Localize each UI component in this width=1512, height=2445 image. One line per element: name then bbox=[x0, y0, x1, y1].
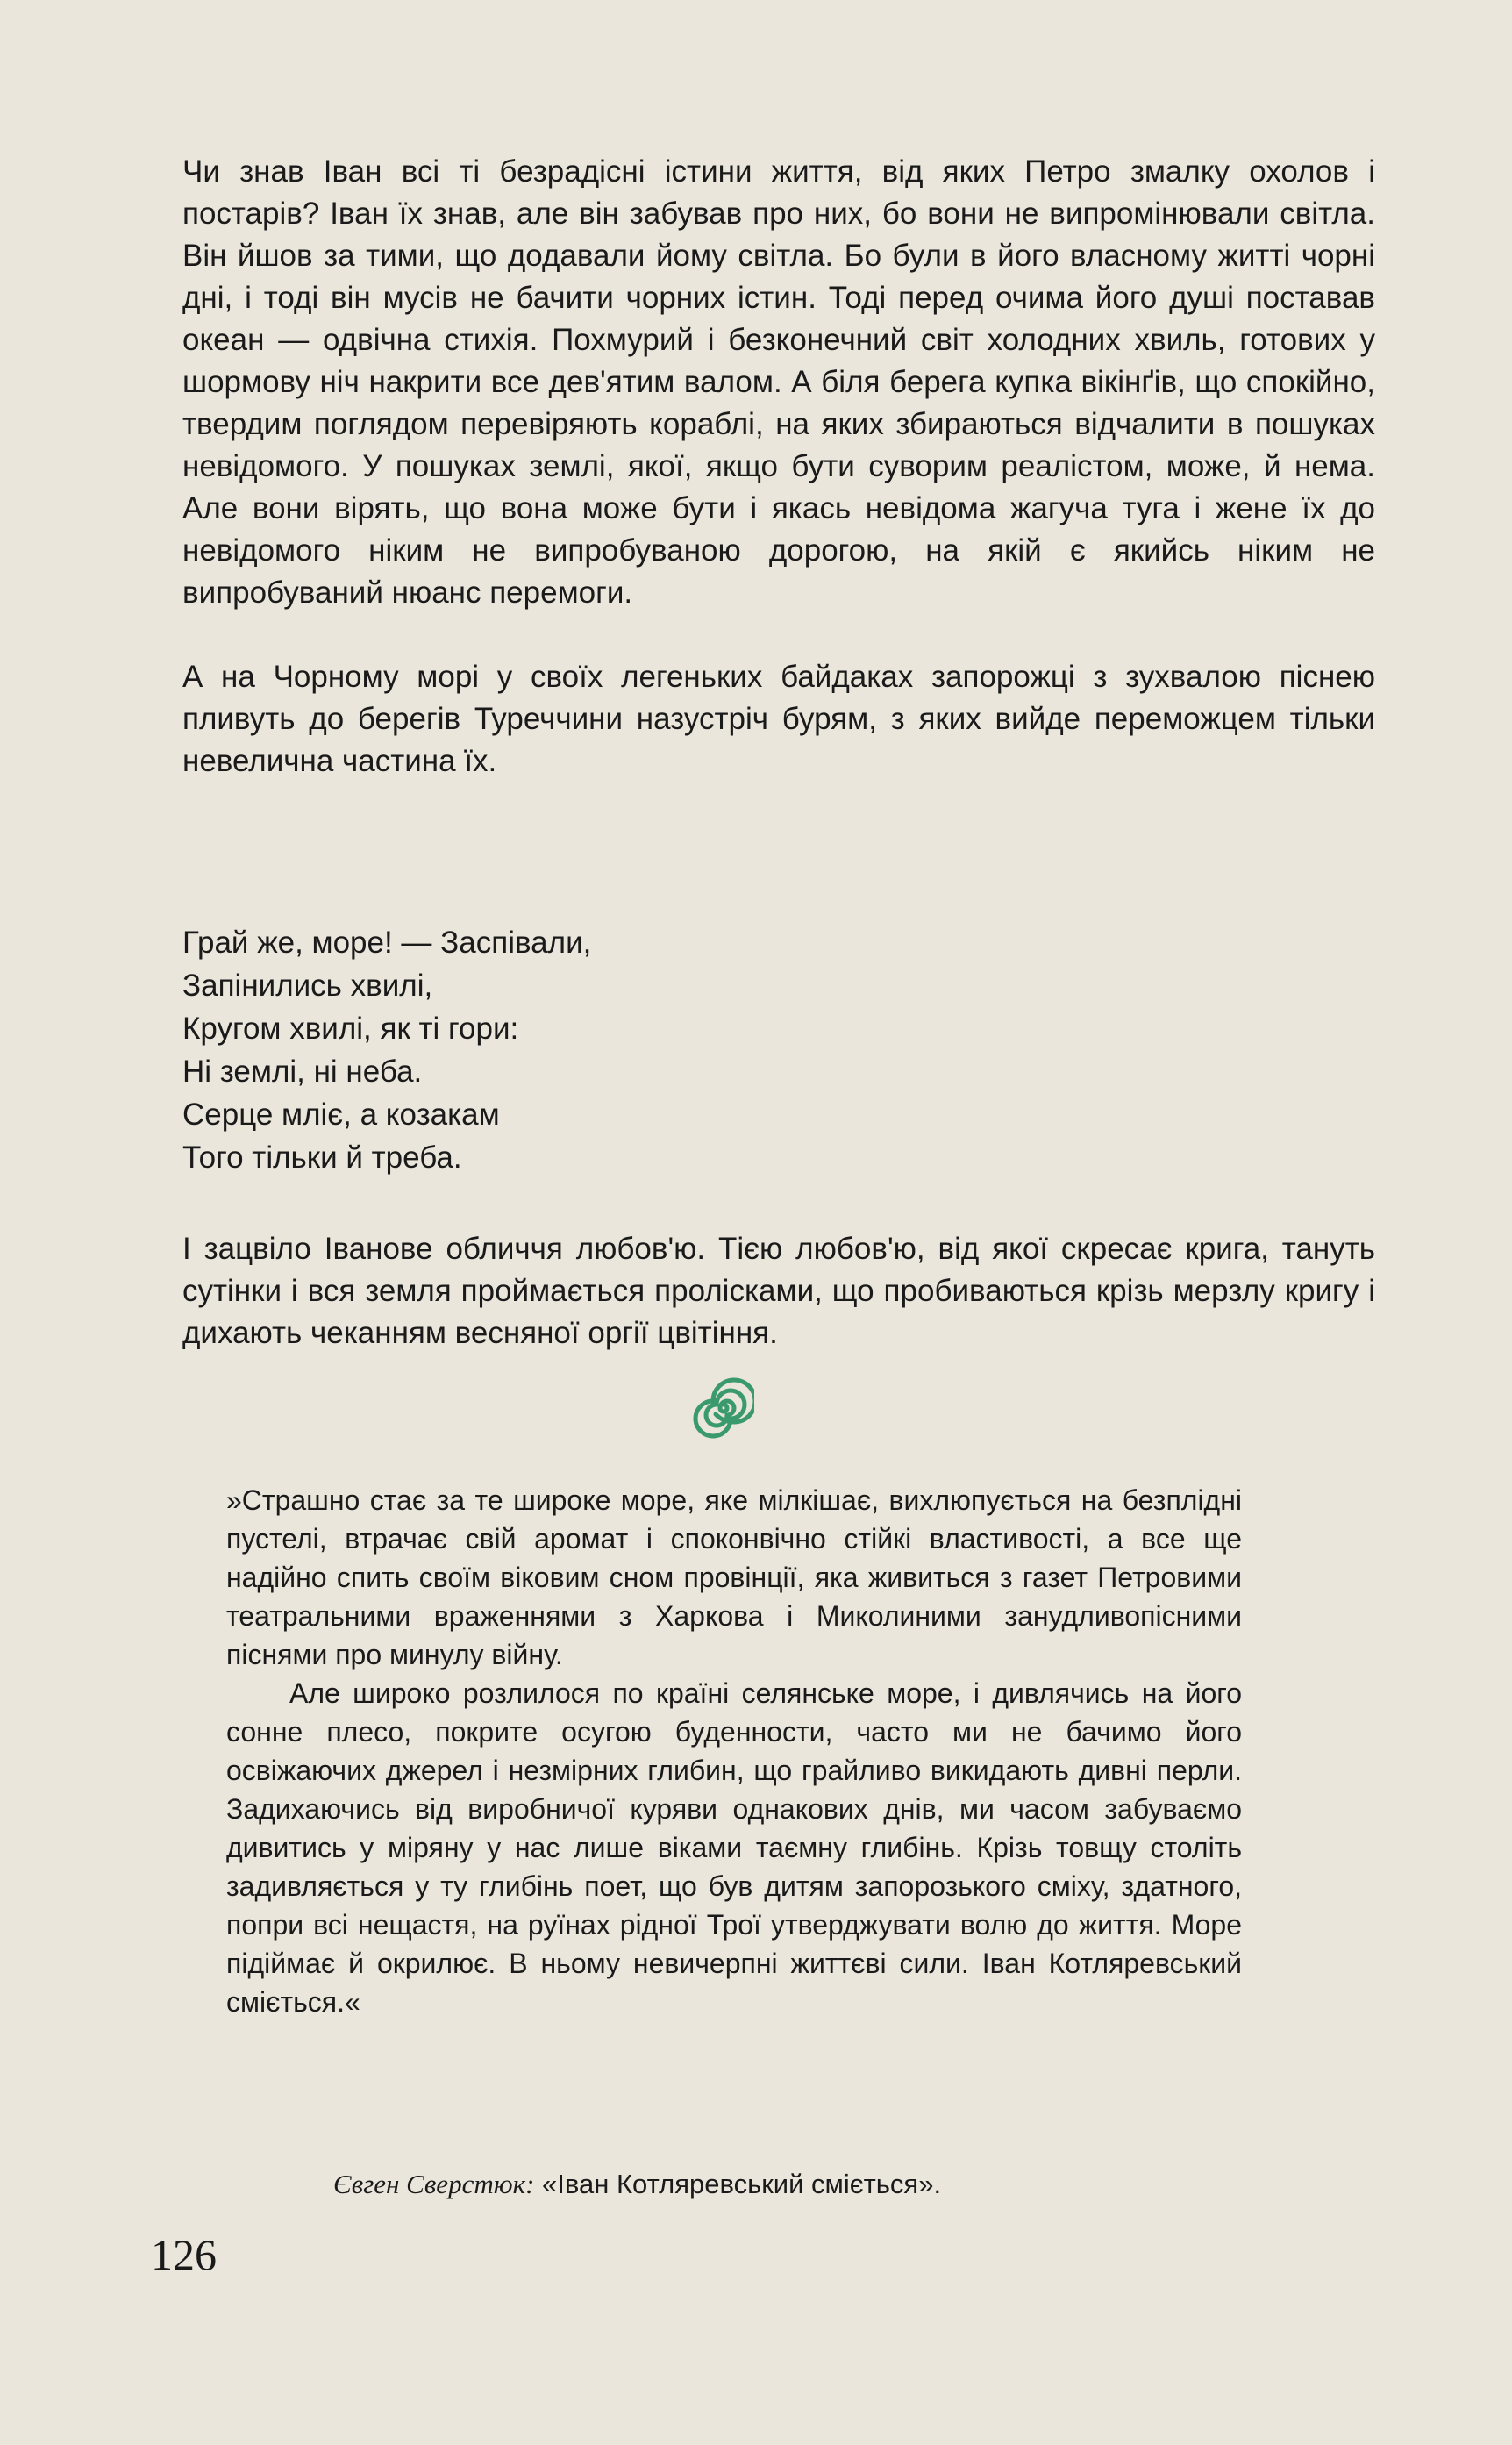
page-number: 126 bbox=[151, 2230, 217, 2279]
quote-paragraph-1: »Страшно стає за те широке море, яке мілкішає, вихлюпується на безплідні пустелі, втрачає свій аромат і споконвічно стійкі властивості, а все ще надійно спить своїм віковим сном провінції, яка живиться з газет Петровими театральними враженнями з Харкова і Миколиними занудливопісними піснями про минулу війну. bbox=[226, 1484, 1242, 1670]
poem-quote bbox=[182, 921, 972, 1179]
poem-line: Ні землі, ні неба. bbox=[182, 1054, 423, 1089]
paragraph-2: А на Чорному морі у своїх легеньких байдаках запорожці з зухвалою піснею пливуть до берегів Туреччини назустріч бурям, з яких вийде переможцем тільки невелична частина їх. bbox=[182, 660, 1375, 778]
poem-line: Кругом хвилі, як ті гори: bbox=[182, 1012, 519, 1046]
paragraph-1: Чи знав Іван всі ті безрадісні істини життя, від яких Петро змалку охолов і постарів? Іван їх знав, але він забував про них, бо вони не випромінювали світла. Він йшов за тими, що додавали йому світла. Бо були в його власному житті чорні дні, і тоді він мусів не бачити чорних істин. Тоді перед очима його душі поставав океан — одвічна стихія. Похмурий і безконечний світ холодних хвиль, готових у шормову ніч накрити все дев'ятим валом. А біля берега купка вікінґів, що спокійно, твердим поглядом перевіряють кораблі, на яких збираються відчалити в пошуках невідомого. У пошуках землі, якої, якщо бути суворим реалістом, може, й нема. Але вони вірять, що вона може бути і якась невідома жагуча туга і жене їх до невідомого ніким не випробуваною дорогою, на якій є якийсь ніким не випробуваний нюанс перемоги. bbox=[182, 154, 1375, 610]
poem-line: Серце мліє, а козакам bbox=[182, 1097, 500, 1132]
main-text bbox=[182, 151, 1375, 783]
spiral-ornament-icon bbox=[693, 1377, 754, 1439]
poem-line: Того тільки й треба. bbox=[182, 1140, 462, 1175]
attribution-author: Євген Сверстюк: bbox=[333, 2169, 535, 2199]
attribution-work: «Іван Котляревський сміється». bbox=[542, 2169, 942, 2199]
poem-line: Запінились хвилі, bbox=[182, 969, 433, 1003]
quote-attribution bbox=[333, 2165, 941, 2204]
quote-paragraph-2: Але широко розлилося по країні селянське море, і дивлячись на його сонне плесо, покрите осугою буденности, часто ми не бачимо його освіжаючих джерел і незмірних глибин, що грайливо викидають дивні перли. Задихаючись від виробничої куряви однакових днів, ми часом забуваємо дивитись у міряну у нас лише віками таємну глибінь. Крізь товщу століть задивляється у ту глибінь поет, що був дитям запорозького сміху, здатного, попри всі нещастя, на руїнах рідної Трої утверджувати волю до життя. Море підіймає й окрилює. В ньому невичерпні життєві сили. Іван Котляревський сміється.« bbox=[226, 1677, 1242, 2018]
block-quote bbox=[226, 1481, 1242, 2021]
paragraph-3: І зацвіло Іванове обличчя любов'ю. Тією любов'ю, від якої скресає крига, тануть сутінки і вся земля проймається пролісками, що пробиваються крізь мерзлу кригу і дихають чеканням весняної оргії цвітіння. bbox=[182, 1232, 1375, 1350]
poem-line: Грай же, море! — Заспівали, bbox=[182, 926, 592, 960]
